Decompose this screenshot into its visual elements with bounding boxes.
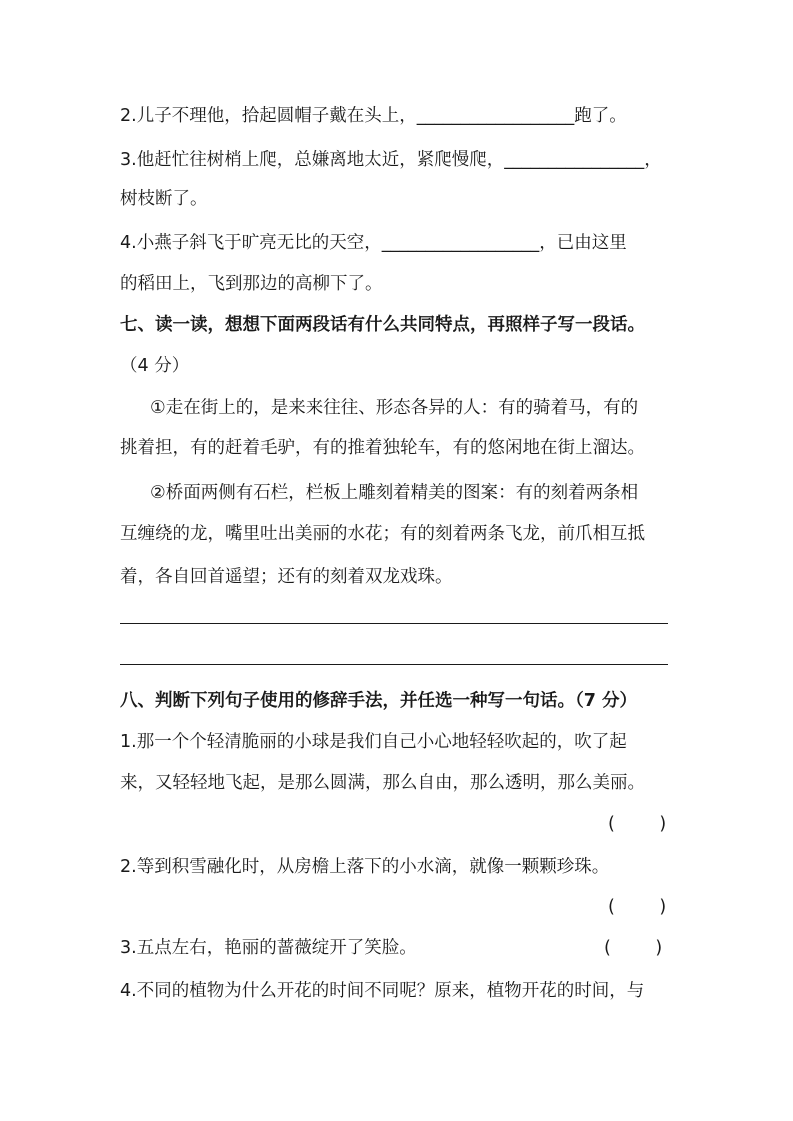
s6-question-3-line1: 3.他赶忙往树梢上爬，总嫌离地太近，紧爬慢爬，________________， xyxy=(120,150,662,170)
s7-answer-line-1[interactable] xyxy=(120,623,668,624)
s8-question-1-line1: 1.那一个个轻清脆丽的小球是我们自己小心地轻轻吹起的，吹了起 xyxy=(120,732,627,752)
s8-heading: 八、判断下列句子使用的修辞手法，并任选一种写一句话。（7 分） xyxy=(120,691,638,711)
s8-answer-box-3[interactable]: ( ) xyxy=(604,938,663,958)
s8-answer-box-2[interactable]: ( ) xyxy=(608,897,667,917)
s7-example-1-line1: ①走在街上的，是来来往往、形态各异的人：有的骑着马，有的 xyxy=(150,398,639,418)
s6-question-4-line2: 的稻田上，飞到那边的高柳下了。 xyxy=(120,274,383,294)
s8-question-4-line1: 4.不同的植物为什么开花的时间不同呢？原来，植物开花的时间，与 xyxy=(120,981,645,1001)
s8-answer-box-1[interactable]: ( ) xyxy=(608,814,667,834)
s8-question-2: 2.等到积雪融化时，从房檐上落下的小水滴，就像一颗颗珍珠。 xyxy=(120,857,610,877)
s7-example-2-line1: ②桥面两侧有石栏，栏板上雕刻着精美的图案：有的刻着两条相 xyxy=(150,483,639,503)
s7-example-1-line2: 挑着担，有的赶着毛驴，有的推着独轮车，有的悠闲地在街上溜达。 xyxy=(120,438,645,458)
s6-question-4-line1: 4.小燕子斜飞于旷亮无比的天空，__________________，已由这里 xyxy=(120,233,627,253)
s7-heading: 七、读一读，想想下面两段话有什么共同特点，再照样子写一段话。 xyxy=(120,315,645,335)
s7-score: （4 分） xyxy=(120,356,190,376)
s6-question-2: 2.儿子不理他，拾起圆帽子戴在头上，__________________跑了。 xyxy=(120,106,627,126)
s8-question-3: 3.五点左右，艳丽的蔷薇绽开了笑脸。 xyxy=(120,938,417,958)
s6-question-3-line2: 树枝断了。 xyxy=(120,189,208,209)
s7-example-2-line2: 互缠绕的龙，嘴里吐出美丽的水花；有的刻着两条飞龙，前爪相互抵 xyxy=(120,524,645,544)
s8-question-1-line2: 来，又轻轻地飞起，是那么圆满，那么自由，那么透明，那么美丽。 xyxy=(120,773,645,793)
s7-example-2-line3: 着，各自回首遥望；还有的刻着双龙戏珠。 xyxy=(120,567,453,587)
s7-answer-line-2[interactable] xyxy=(120,664,668,665)
